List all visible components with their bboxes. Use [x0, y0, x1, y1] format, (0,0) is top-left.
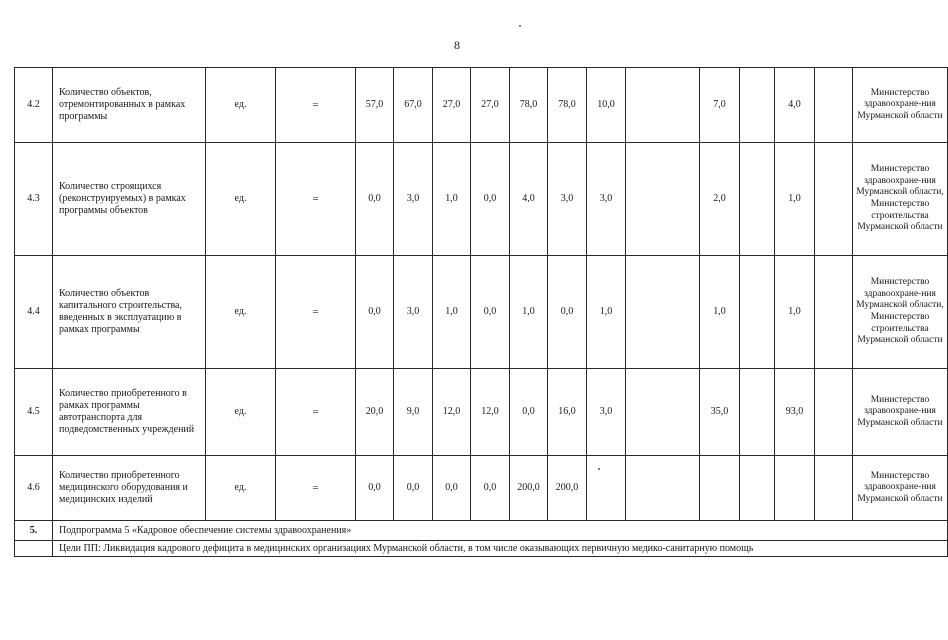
value-cell: 2,0: [700, 143, 740, 256]
unit-cell: ед.: [206, 143, 276, 256]
value-cell: 27,0: [433, 68, 471, 143]
value-cell: 200,0: [510, 456, 548, 521]
value-cell: [740, 456, 775, 521]
value-cell: 7,0: [700, 68, 740, 143]
value-cell: [626, 369, 700, 456]
value-cell: 0,0: [548, 256, 587, 369]
value-cell: 10,0: [587, 68, 626, 143]
value-cell: [740, 256, 775, 369]
value-cell: 0,0: [356, 256, 394, 369]
value-cell: 200,0: [548, 456, 587, 521]
value-cell: [626, 143, 700, 256]
responsible-executor: Министерство здравоохране-ния Мурманской области: [853, 369, 948, 456]
value-cell: 1,0: [775, 256, 815, 369]
row-number: 4.4: [15, 256, 53, 369]
table-row: [15, 256, 948, 369]
value-cell: 1,0: [700, 256, 740, 369]
value-cell: [740, 143, 775, 256]
indicator-name: Количество объектов капитального строительства, введенных в эксплуатацию в рамках программы: [53, 256, 206, 369]
indicators-table: [14, 67, 948, 557]
value-cell: [626, 256, 700, 369]
value-cell: 9,0: [394, 369, 433, 456]
trend-sign: =: [276, 456, 356, 521]
indicator-name: Количество приобретенного в рамках программы автотранспорта для подведомственных учреждений: [53, 369, 206, 456]
value-cell: 0,0: [394, 456, 433, 521]
unit-cell: ед.: [206, 68, 276, 143]
value-cell: [775, 456, 815, 521]
value-cell: 93,0: [775, 369, 815, 456]
value-cell: 1,0: [433, 143, 471, 256]
value-cell: [700, 456, 740, 521]
scan-speck: [519, 25, 521, 27]
goal-number-cell: [15, 541, 53, 557]
value-cell: 0,0: [471, 256, 510, 369]
value-cell: 0,0: [356, 456, 394, 521]
unit-cell: ед.: [206, 456, 276, 521]
value-cell: [587, 456, 626, 521]
indicator-name: Количество строящихся (реконструируемых) в рамках программы объектов: [53, 143, 206, 256]
trend-sign: =: [276, 143, 356, 256]
value-cell: [815, 256, 853, 369]
page-number: 8: [454, 38, 460, 52]
value-cell: [626, 68, 700, 143]
value-cell: [815, 68, 853, 143]
indicator-name: Количество объектов, отремонтированных в рамках программы: [53, 68, 206, 143]
value-cell: [740, 369, 775, 456]
value-cell: 3,0: [587, 369, 626, 456]
value-cell: 3,0: [394, 256, 433, 369]
value-cell: 35,0: [700, 369, 740, 456]
value-cell: 4,0: [510, 143, 548, 256]
value-cell: [740, 68, 775, 143]
value-cell: [815, 369, 853, 456]
value-cell: 3,0: [587, 143, 626, 256]
value-cell: 1,0: [433, 256, 471, 369]
trend-sign: =: [276, 256, 356, 369]
trend-sign: =: [276, 68, 356, 143]
table-row: [15, 456, 948, 521]
value-cell: 12,0: [433, 369, 471, 456]
value-cell: 1,0: [510, 256, 548, 369]
value-cell: 4,0: [775, 68, 815, 143]
subprogram-title: Подпрограмма 5 «Кадровое обеспечение системы здравоохранения»: [53, 521, 948, 541]
goal-row: [15, 541, 948, 557]
indicator-rows: [15, 68, 948, 521]
value-cell: [815, 143, 853, 256]
value-cell: 3,0: [394, 143, 433, 256]
subprogram-row: [15, 521, 948, 541]
unit-cell: ед.: [206, 256, 276, 369]
value-cell: 12,0: [471, 369, 510, 456]
responsible-executor: Министерство здравоохране-ния Мурманской области: [853, 456, 948, 521]
row-number: 4.6: [15, 456, 53, 521]
row-number: 4.2: [15, 68, 53, 143]
table-row: [15, 369, 948, 456]
value-cell: [626, 456, 700, 521]
value-cell: 67,0: [394, 68, 433, 143]
table-row: [15, 68, 948, 143]
value-cell: 0,0: [471, 456, 510, 521]
value-cell: 78,0: [548, 68, 587, 143]
goal-text: Цели ПП: Ликвидация кадрового дефицита в медицинских организациях Мурманской области, в том числе оказывающих первичную медико-санитарную помощь: [53, 541, 948, 557]
responsible-executor: Министерство здравоохране-ния Мурманской области: [853, 68, 948, 143]
value-cell: 27,0: [471, 68, 510, 143]
unit-cell: ед.: [206, 369, 276, 456]
value-cell: 1,0: [587, 256, 626, 369]
responsible-executor: Министерство здравоохране-ния Мурманской области, Министерство строительства Мурманской области: [853, 256, 948, 369]
value-cell: 3,0: [548, 143, 587, 256]
value-cell: 57,0: [356, 68, 394, 143]
row-number: 4.5: [15, 369, 53, 456]
value-cell: 78,0: [510, 68, 548, 143]
table-row: [15, 143, 948, 256]
value-cell: 0,0: [356, 143, 394, 256]
value-cell: 0,0: [433, 456, 471, 521]
value-cell: [815, 456, 853, 521]
value-cell: 1,0: [775, 143, 815, 256]
value-cell: 16,0: [548, 369, 587, 456]
row-number: 4.3: [15, 143, 53, 256]
subprogram-number: 5.: [15, 521, 53, 541]
value-cell: 0,0: [471, 143, 510, 256]
value-cell: 0,0: [510, 369, 548, 456]
responsible-executor: Министерство здравоохране-ния Мурманской области, Министерство строительства Мурманской области: [853, 143, 948, 256]
indicator-name: Количество приобретенного медицинского оборудования и медицинских изделий: [53, 456, 206, 521]
value-cell: 20,0: [356, 369, 394, 456]
trend-sign: =: [276, 369, 356, 456]
